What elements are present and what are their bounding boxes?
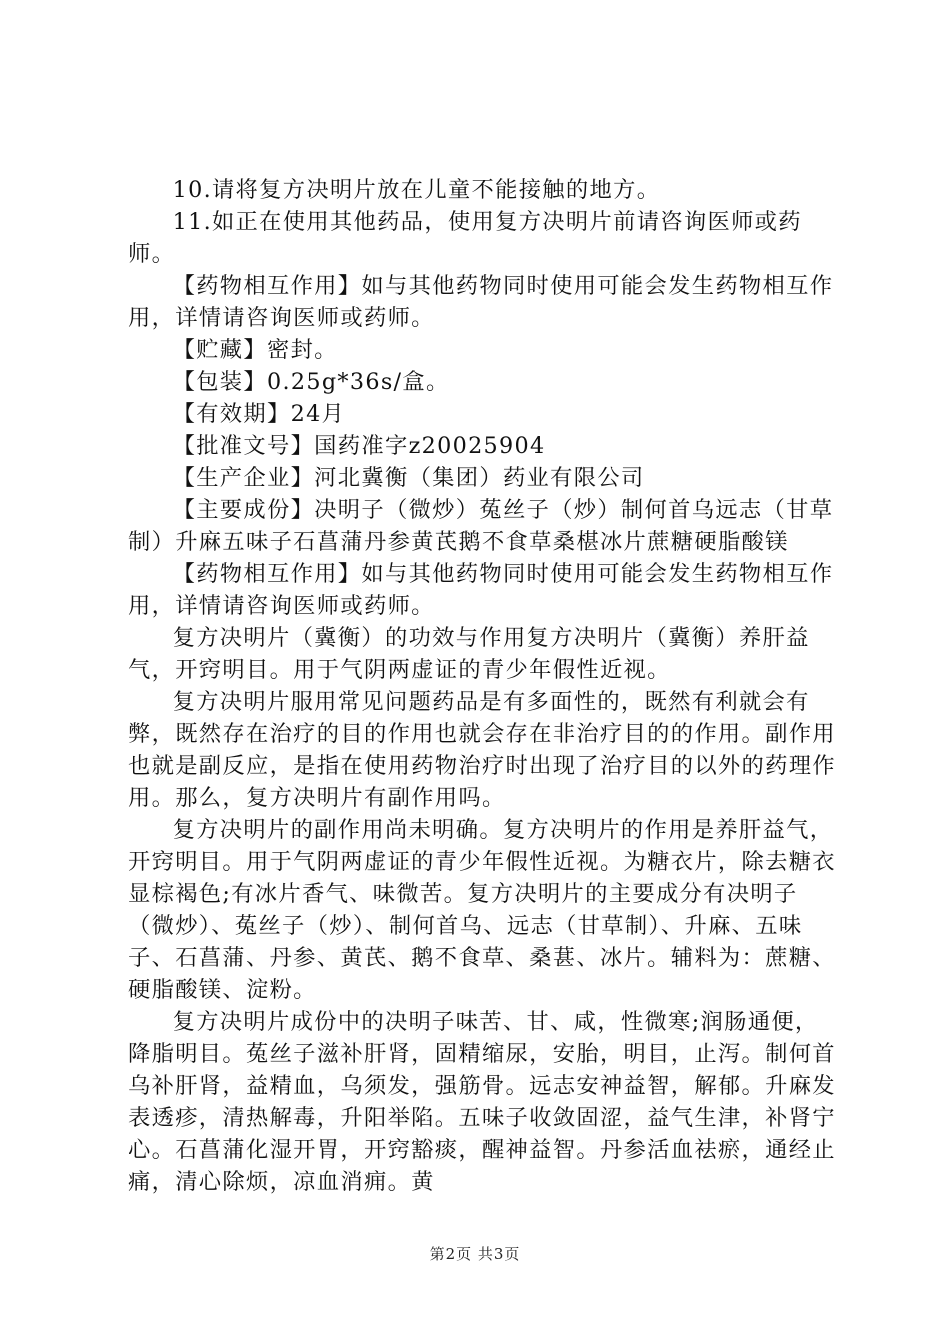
paragraph-main-ingredients: 【主要成份】决明子（微炒）菟丝子（炒）制何首乌远志（甘草制）升麻五味子石菖蒲丹参黄芪鹅不食草桑椹冰片蔗糖硬脂酸镁 [128,497,834,555]
paragraph-item-10: 10.请将复方决明片放在儿童不能接触的地方。 [172,177,661,203]
document-body [128,174,840,1198]
paragraph-manufacturer: 【生产企业】河北冀衡（集团）药业有限公司 [172,465,645,491]
paragraph-side-effects: 复方决明片的副作用尚未明确。复方决明片的作用是养肝益气，开窍明目。用于气阴两虚证的青少年假性近视。为糖衣片，除去糖衣显棕褐色;有冰片香气、味微苦。复方决明片的主要成分有决明子（微炒）、菟丝子（炒）、制何首乌、远志（甘草制）、升麻、五味子、石菖蒲、丹参、黄芪、鹅不食草、桑葚、冰片。辅料为：蔗糖、硬脂酸镁、淀粉。 [128,817,836,1003]
paragraph-storage: 【贮藏】密封。 [172,337,338,363]
paragraph-drug-interaction-repeat: 【药物相互作用】如与其他药物同时使用可能会发生药物相互作用，详情请咨询医师或药师。 [128,561,834,619]
paragraph-faq: 复方决明片服用常见问题药品是有多面性的，既然有利就会有弊，既然存在治疗的目的作用也就会存在非治疗目的的作用。副作用也就是副反应，是指在使用药物治疗时出现了治疗目的以外的药理作用。那么，复方决明片有副作用吗。 [128,689,836,811]
paragraph-ingredient-effects: 复方决明片成份中的决明子味苦、甘、咸，性微寒;润肠通便，降脂明目。菟丝子滋补肝肾，固精缩尿，安胎，明目，止泻。制何首乌补肝肾，益精血，乌须发，强筋骨。远志安神益智，解郁。升麻发表透疹，清热解毒，升阳举陷。五味子收敛固涩，益气生津，补肾宁心。石菖蒲化湿开胃，开窍豁痰，醒神益智。丹参活血祛瘀，通经止痛，清心除烦，凉血消痈。黄 [128,1009,836,1195]
paragraph-approval-number: 【批准文号】国药准字z20025904 [172,433,546,459]
paragraph-expiry: 【有效期】24月 [172,401,346,427]
paragraph-item-11: 11.如正在使用其他药品，使用复方决明片前请咨询医师或药师。 [128,209,802,267]
paragraph-efficacy: 复方决明片（冀衡）的功效与作用复方决明片（冀衡）养肝益气，开窍明目。用于气阴两虚证的青少年假性近视。 [128,625,810,683]
page-number: 第2页 共3页 [429,1245,521,1263]
paragraph-packaging: 【包装】0.25g*36s/盒。 [172,369,450,395]
paragraph-drug-interaction: 【药物相互作用】如与其他药物同时使用可能会发生药物相互作用，详情请咨询医师或药师。 [128,273,834,331]
